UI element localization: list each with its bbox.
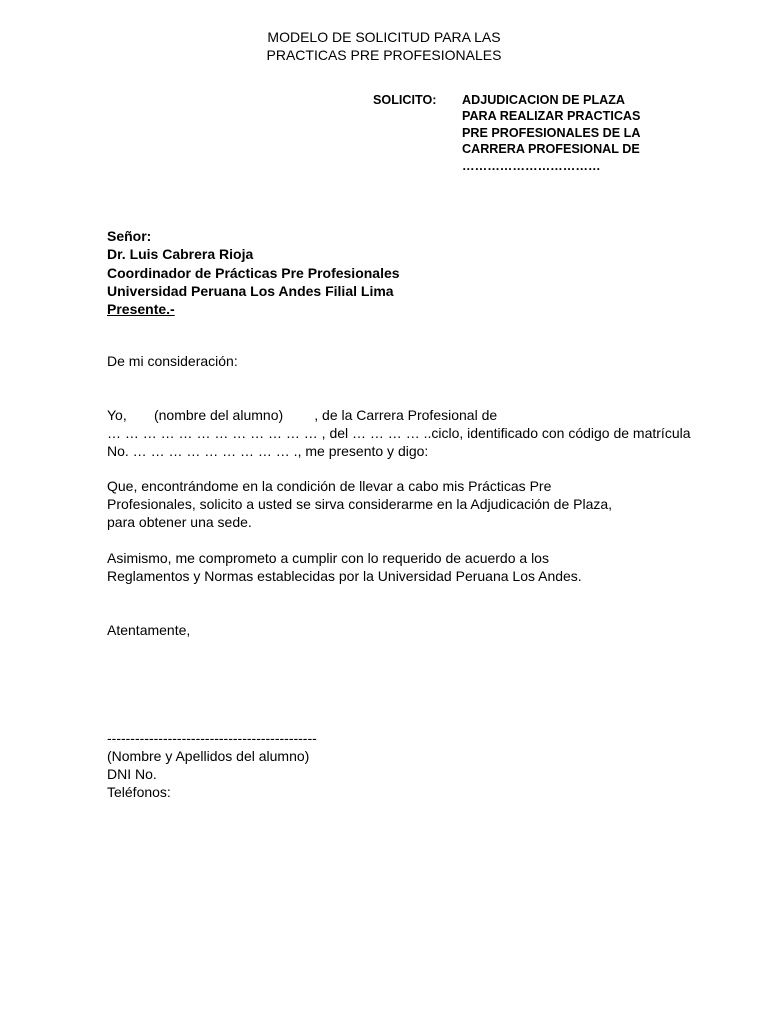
salutation: Señor: bbox=[107, 228, 152, 244]
addressee-position: Coordinador de Prácticas Pre Profesionales bbox=[107, 264, 400, 281]
addressee-name: Dr. Luis Cabrera Rioja bbox=[107, 246, 254, 263]
que-line: Que, encontrándome en la condición de llevar a cabo mis Prácticas Pre bbox=[107, 478, 552, 494]
solicito-line: CARRERA PROFESIONAL DE bbox=[462, 142, 640, 157]
solicito-label: SOLICITO: bbox=[373, 93, 437, 107]
solicito-line: PARA REALIZAR PRACTICAS bbox=[462, 109, 641, 124]
yo-placeholder: (nombre del alumno) bbox=[153, 407, 284, 423]
que-line: para obtener una sede. bbox=[107, 514, 252, 530]
closing bbox=[107, 621, 667, 639]
solicito-line: ADJUDICACION DE PLAZA bbox=[462, 93, 626, 107]
paragraph-que bbox=[107, 477, 667, 531]
presente-text: Presente.- bbox=[107, 301, 175, 318]
addressee-block bbox=[107, 227, 707, 318]
yo-line-2: … … … … … … … … … … … … , del … … … … ..ciclo, identificado con código de matrícula bbox=[107, 425, 691, 441]
signature-dni: DNI No. bbox=[107, 766, 157, 782]
addressee-institution: Universidad Peruana Los Andes Filial Lima bbox=[107, 282, 394, 299]
yo-end: , de la Carrera Profesional de bbox=[314, 407, 498, 423]
yo-line-3: No. … … … … … … … … … ., me presento y digo: bbox=[107, 443, 429, 459]
paragraph-asimismo bbox=[107, 549, 667, 585]
yo-line-1 bbox=[107, 406, 667, 424]
greeting bbox=[107, 352, 667, 370]
solicito-text bbox=[462, 92, 712, 174]
document-title bbox=[0, 28, 768, 64]
que-line: Profesionales, solicito a usted se sirva considerarme en la Adjudicación de Plaza, bbox=[107, 496, 613, 512]
solicito-line: PRE PROFESIONALES DE LA bbox=[462, 125, 641, 140]
title-line-2: PRACTICAS PRE PROFESIONALES bbox=[266, 47, 502, 63]
solicito-line: …………………………… bbox=[462, 158, 601, 173]
yo-start: Yo, bbox=[107, 407, 127, 423]
signature-name: (Nombre y Apellidos del alumno) bbox=[107, 748, 310, 764]
signature-line: --------------------------------------------- bbox=[107, 730, 317, 746]
signature-phones: Teléfonos: bbox=[107, 784, 171, 800]
signature-block bbox=[107, 729, 667, 801]
asimismo-line: Asimismo, me comprometo a cumplir con lo requerido de acuerdo a los bbox=[107, 550, 549, 566]
asimismo-line: Reglamentos y Normas establecidas por la Universidad Peruana Los Andes. bbox=[107, 568, 582, 584]
title-line-1: MODELO DE SOLICITUD PARA LAS bbox=[267, 29, 501, 45]
paragraph-yo bbox=[107, 406, 691, 460]
closing-text: Atentamente, bbox=[107, 622, 191, 638]
greeting-text: De mi consideración: bbox=[107, 353, 238, 369]
